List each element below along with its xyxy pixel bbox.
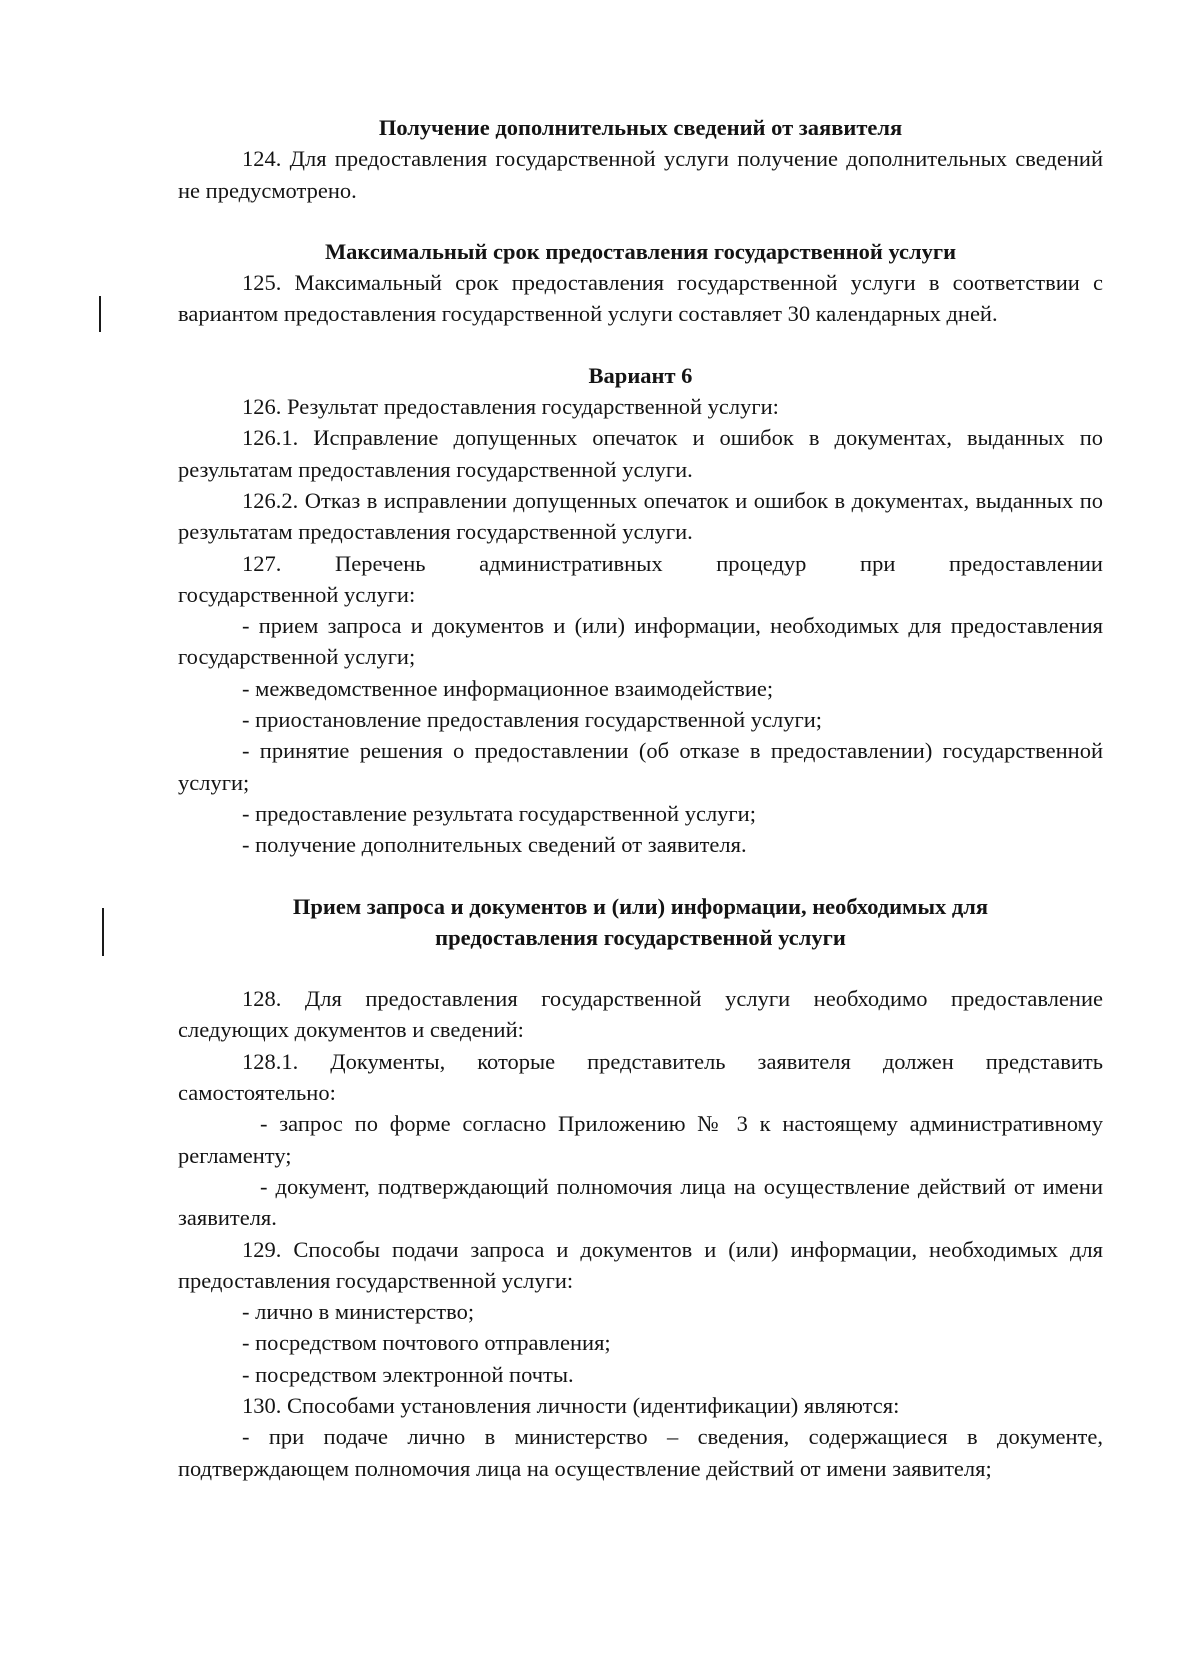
paragraph-127-first-line — [178, 548, 1103, 579]
list-item: - посредством электронной почты. — [242, 1361, 574, 1387]
word: процедур — [716, 550, 807, 576]
section-heading: Вариант 6 — [588, 362, 693, 388]
section-heading-line-2: предоставления государственной услуги — [435, 924, 846, 950]
list-item: - приостановление предоставления государственной услуги; — [242, 707, 823, 733]
paragraph-126-2: 126.2. Отказ в исправлении допущенных опечаток и ошибок в документах, выданных по результатам предоставления государственной услуги. — [178, 487, 1103, 545]
paragraph-128-1: 128.1. Документы, которые представитель заявителя должен представить самостоятельно: — [178, 1048, 1103, 1106]
paragraph-126-1: 126.1. Исправление допущенных опечаток и ошибок в документах, выданных по результатам предоставления государственной услуги. — [178, 425, 1103, 482]
paragraph-128: 128. Для предоставления государственной услуги необходимо предоставление следующих документов и сведений: — [178, 986, 1103, 1043]
list-item: - предоставление результата государственной услуги; — [242, 800, 756, 826]
word: предоставлении — [948, 550, 1103, 576]
list-item: - документ, подтверждающий полномочия лица на осуществление действий от имени заявителя. — [178, 1173, 1103, 1231]
margin-change-bar — [102, 908, 104, 956]
section-heading — [178, 891, 1103, 954]
section-heading-line-1: Прием запроса и документов и (или) информации, необходимых для — [292, 893, 989, 919]
list-item: - прием запроса и документов и (или) информации, необходимых для предоставления государственной услуги; — [178, 613, 1103, 670]
list-item: - принятие решения о предоставлении (об отказе в предоставлении) государственной услуги; — [178, 738, 1103, 795]
list-item: - межведомственное информационное взаимодействие; — [242, 675, 774, 701]
paragraph-124: 124. Для предоставления государственной услуги получение дополнительных сведений не предусмотрено. — [178, 146, 1103, 203]
list-item: - лично в министерство; — [242, 1299, 475, 1325]
list-item: - запрос по форме согласно Приложению № 3 к настоящему административному регламенту; — [178, 1111, 1103, 1168]
paragraph-126: 126. Результат предоставления государственной услуги: — [242, 394, 779, 420]
word: 127. — [242, 550, 282, 576]
section-heading: Получение дополнительных сведений от заявителя — [378, 115, 903, 140]
paragraph-130: 130. Способами установления личности (идентификации) являются: — [242, 1392, 900, 1418]
word: Перечень — [334, 550, 426, 576]
word: административных — [479, 550, 663, 576]
document-body — [178, 112, 1103, 1484]
paragraph-125: 125. Максимальный срок предоставления государственной услуги в соответствии с вариантом предоставления государственной услуги составляет 30 календарных дней. — [178, 270, 1103, 327]
paragraph-129: 129. Способы подачи запроса и документов и (или) информации, необходимых для предоставления государственной услуги: — [178, 1236, 1103, 1293]
margin-change-bar — [99, 296, 101, 332]
word: при — [860, 550, 896, 576]
list-item: - получение дополнительных сведений от заявителя. — [242, 832, 747, 858]
section-heading: Максимальный срок предоставления государственной услуги — [324, 238, 957, 264]
paragraph-127-tail: государственной услуги: — [178, 581, 416, 607]
list-item: - посредством почтового отправления; — [242, 1330, 611, 1356]
list-item: - при подаче лично в министерство – сведения, содержащиеся в документе, подтверждающем полномочия лица на осуществление действий от имени заявителя; — [178, 1424, 1103, 1481]
paragraph-127 — [178, 548, 1103, 611]
